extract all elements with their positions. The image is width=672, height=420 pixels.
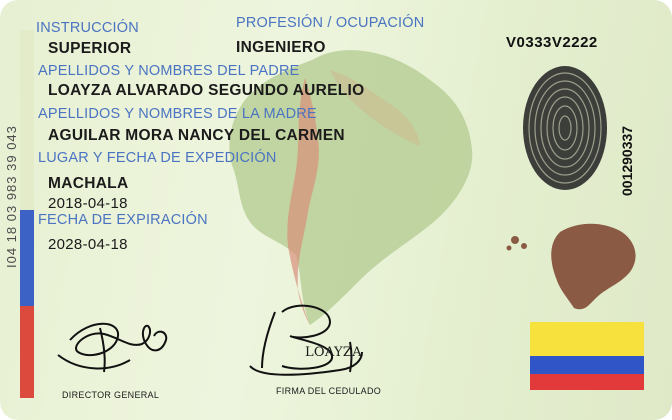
expedicion-date: 2018-04-18 <box>48 195 128 212</box>
expedicion-label: LUGAR Y FECHA DE EXPEDICIÓN <box>38 150 277 166</box>
side-vertical-code: I04 18 03 983 39 043 <box>4 125 19 268</box>
fingerprint <box>523 66 607 190</box>
profesion-value: INGENIERO <box>236 39 326 56</box>
serial-number: 001290337 <box>619 125 635 196</box>
profesion-label: PROFESIÓN / OCUPACIÓN <box>236 15 425 31</box>
left-stripe-yellow <box>20 30 34 210</box>
madre-label: APELLIDOS Y NOMBRES DE LA MADRE <box>38 106 317 122</box>
expiracion-label: FECHA DE EXPIRACIÓN <box>38 212 208 228</box>
director-signature <box>58 324 166 372</box>
holder-caption: FIRMA DEL CEDULADO <box>276 386 382 396</box>
expedicion-place: MACHALA <box>48 175 129 192</box>
director-caption: DIRECTOR GENERAL <box>62 390 160 400</box>
padre-label: APELLIDOS Y NOMBRES DEL PADRE <box>38 63 300 79</box>
ecuador-map <box>507 224 636 310</box>
ecuador-flag <box>530 322 644 390</box>
document-number: V0333V2222 <box>506 34 598 51</box>
left-stripe-blue <box>20 210 34 308</box>
left-stripe-red <box>20 306 34 398</box>
padre-value: LOAYZA ALVARADO SEGUNDO AURELIO <box>48 82 365 99</box>
madre-value: AGUILAR MORA NANCY DEL CARMEN <box>48 127 345 144</box>
instruccion-value: SUPERIOR <box>48 40 132 57</box>
holder-signature-text: LOAYZA <box>305 345 362 360</box>
expiracion-date: 2028-04-18 <box>48 236 128 253</box>
instruccion-label: INSTRUCCIÓN <box>36 20 139 36</box>
